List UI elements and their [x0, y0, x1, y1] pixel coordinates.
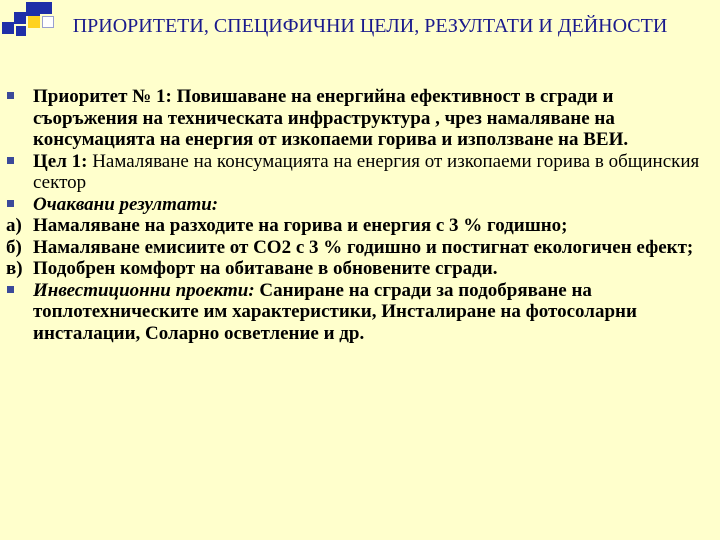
- list-item: [6, 258, 714, 280]
- slide-title: ПРИОРИТЕТИ, СПЕЦИФИЧНИ ЦЕЛИ, РЕЗУЛТАТИ И ДЕЙНОСТИ: [72, 15, 668, 37]
- bullet-marker: [6, 194, 33, 216]
- square-bullet-icon: [7, 157, 14, 164]
- square-bullet-icon: [7, 200, 14, 207]
- item-text-wrap: [33, 194, 714, 216]
- list-item: [6, 86, 714, 151]
- content-list: [6, 86, 714, 344]
- item-text: Намаляване на консумацията на енергия от изкопаеми горива в общинския сектор: [33, 150, 700, 193]
- item-text: Намаляване на разходите на горива и енергия с 3 % годишно;: [33, 215, 568, 236]
- bullet-marker: [6, 280, 33, 345]
- item-text: Саниране на сгради за подобряване на топлотехническите им характеристики, Инсталиране на фотосоларни инсталации, Соларно осветление и др.: [33, 279, 637, 344]
- bullet-marker: [6, 86, 33, 151]
- bullet-marker: [6, 151, 33, 194]
- letter-marker: б): [6, 236, 22, 258]
- item-lead: Очаквани резултати:: [33, 193, 219, 215]
- item-text-wrap: [33, 151, 714, 194]
- letter-marker: а): [6, 215, 22, 236]
- square-bullet-icon: [7, 92, 14, 99]
- letter-marker: в): [6, 258, 23, 279]
- item-text-wrap: [33, 280, 714, 345]
- item-lead: Цел 1:: [33, 150, 88, 172]
- item-text: Приоритет № 1: Повишаване на енергийна ефективност в сгради и съоръжения на техническата инфраструктура , чрез намаляване на консумацията на енергия от изкопаеми горива и използване на ВЕИ.: [33, 86, 629, 150]
- item-lead: Инвестиционни проекти:: [33, 279, 255, 301]
- list-item: [6, 151, 714, 194]
- logo-squares-icon: [0, 0, 56, 40]
- list-item: [6, 215, 714, 237]
- list-item: [6, 280, 714, 345]
- list-item: [6, 237, 714, 259]
- list-item: [6, 194, 714, 216]
- square-bullet-icon: [7, 286, 14, 293]
- item-text: Подобрен комфорт на обитаване в обновените сгради.: [33, 258, 498, 279]
- item-text: Намаляване емисиите от СО2 с 3 % годишно и постигнат екологичен ефект;: [33, 236, 694, 258]
